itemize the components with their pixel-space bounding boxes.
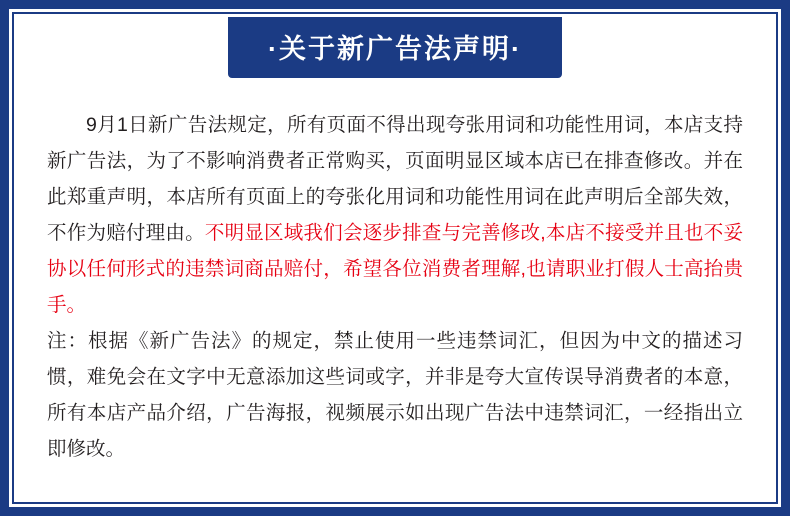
paragraph-1-segment-black: 9月1日新广告法规定，所有页面不得出现夸张用词和功能性用词，本店支持新广告法，为了不影响消费者正常购买，页面明显区域本店已在排查修改。并在此郑重声明，本店所有页面上的夸张化用词和功能性用词在此声明后全部失效，不作为赔付理由。 xyxy=(47,114,743,244)
page-title: ·关于新广告法声明· xyxy=(228,17,562,78)
paragraph-1-segment-red: 不明显区域我们会逐步排查与完善修改,本店不接受并且也不妥协以任何形式的违禁词商品赔付，希望各位消费者理解,也请职业打假人士高抬贵手。 xyxy=(47,222,743,316)
announcement-body xyxy=(47,107,743,467)
paragraph-1 xyxy=(47,107,743,323)
paragraph-2: 注：根据《新广告法》的规定，禁止使用一些违禁词汇，但因为中文的描述习惯，难免会在文字中无意添加这些词或字，并非是夸大宣传误导消费者的本意，所有本店产品介绍，广告海报，视频展示如出现广告法中违禁词汇，一经指出立即修改。 xyxy=(47,330,743,460)
title-banner-wrapper xyxy=(9,17,781,78)
